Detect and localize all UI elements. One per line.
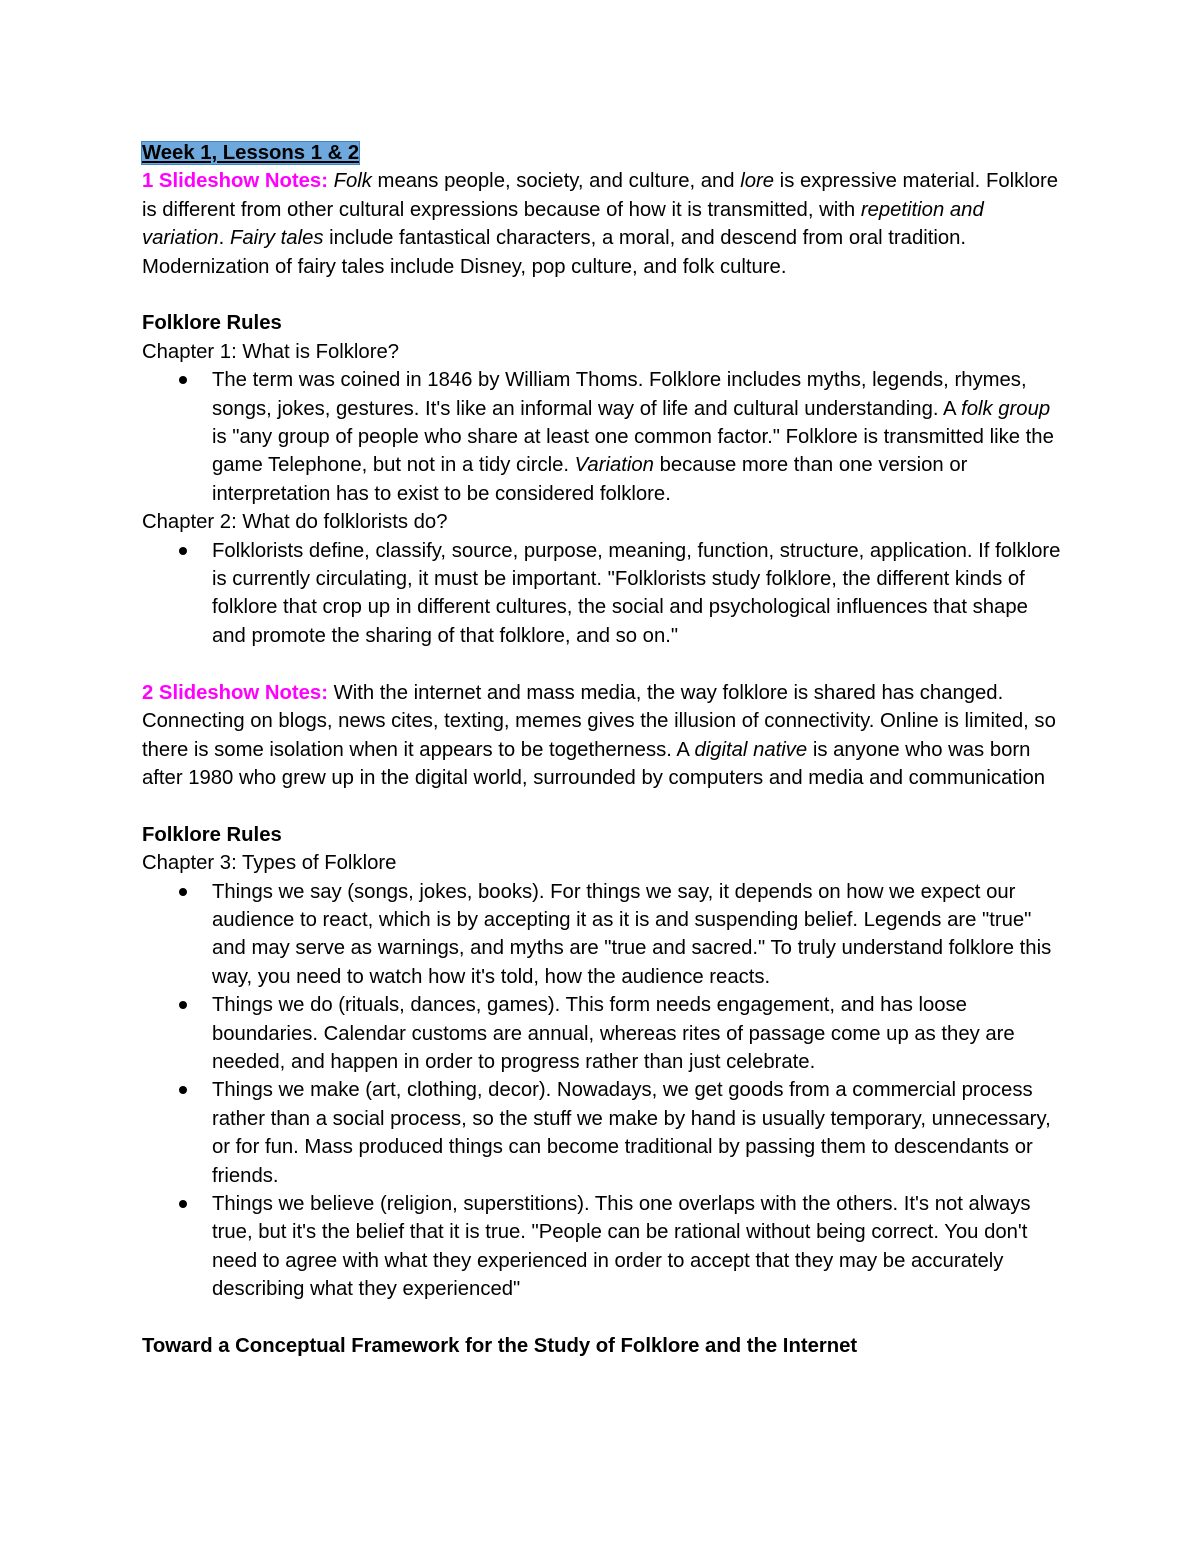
spacer: [142, 281, 1062, 309]
folklore-rules-heading-2: Folklore Rules: [142, 823, 282, 846]
italic-term: repetition and variation: [142, 198, 984, 250]
bullet-icon: [179, 888, 187, 896]
framework-heading: Toward a Conceptual Framework for the Study of Folklore and the Internet: [142, 1335, 858, 1357]
chapter-2-list: [142, 537, 1062, 651]
list-item: [142, 366, 1062, 508]
text-run: .: [218, 227, 230, 250]
text-run: Folklorists define, classify, source, purpose, meaning, function, structure, application. If folklore is currently circulating, it must be important. "Folklorists study folklore, the different kinds of folklore that crop up in different cultures, the social and psychological influences that shape and promote the sharing of that folklore, and so on.": [212, 539, 1061, 647]
text-run: means people, society, and culture, and: [371, 170, 741, 193]
list-item: [142, 991, 1062, 1076]
text-run: Things we do (rituals, dances, games). This form needs engagement, and has loose boundaries. Calendar customs are annual, whereas rites of passage come up as they are needed, and happen in order to progress rather than just celebrate.: [212, 994, 1015, 1073]
bullet-icon: [179, 547, 187, 555]
spacer: [142, 650, 1062, 678]
chapter-3-title: Chapter 3: Types of Folklore: [142, 852, 397, 875]
text-run: is expressive material. Folklore is different from other cultural expressions because of how it is transmitted, with: [142, 170, 1059, 221]
slideshow-notes-1: [142, 167, 1062, 281]
italic-term: Variation: [574, 454, 654, 477]
text-run: The term was coined in 1846 by William Thoms. Folklore includes myths, legends, rhymes, songs, jokes, gestures. It's like an informal way of life and cultural understanding. A: [212, 369, 1027, 420]
week-title: Week 1, Lessons 1 & 2: [142, 142, 360, 164]
slideshow-2-label: 2 Slideshow Notes:: [142, 681, 328, 704]
text-run: include fantastical characters, a moral, and descend from oral tradition. Modernization of fairy tales include Disney, pop culture, and folk culture.: [142, 227, 967, 278]
list-item: [142, 1076, 1062, 1190]
folklore-rules-heading-1: Folklore Rules: [142, 312, 282, 335]
spacer: [142, 792, 1062, 820]
week-heading: [142, 139, 1062, 167]
text-run: is anyone who was born after 1980 who grew up in the digital world, surrounded by computers and media and communication: [142, 738, 1046, 789]
chapter-3-list: [142, 878, 1062, 1304]
slideshow-1-label: 1 Slideshow Notes:: [142, 170, 328, 193]
text-run: Things we make (art, clothing, decor). Nowadays, we get goods from a commercial process rather than a social process, so the stuff we make by hand is usually temporary, unnecessary, or for fun. Mass produced things can become traditional by passing them to descendants or friends.: [212, 1079, 1051, 1187]
bullet-icon: [179, 376, 187, 384]
italic-term: digital native: [694, 738, 808, 761]
chapter-1-title: Chapter 1: What is Folklore?: [142, 340, 400, 363]
list-item: [142, 537, 1062, 651]
bullet-icon: [179, 1086, 187, 1094]
text-run: because more than one version or interpretation has to exist to be considered folklore.: [212, 454, 968, 505]
italic-term: folk group: [961, 397, 1051, 420]
list-item: [142, 878, 1062, 992]
slideshow-notes-2: [142, 679, 1062, 793]
list-item: [142, 1190, 1062, 1304]
chapter-1-list: [142, 366, 1062, 508]
italic-term: lore: [740, 170, 775, 193]
spacer: [142, 1304, 1062, 1332]
text-run: With the internet and mass media, the way folklore is shared has changed. Connecting on blogs, news cites, texting, memes gives the illusion of connectivity. Online is limited, so there is some isolation when it appears to be togetherness. A: [142, 681, 1056, 761]
text-run: Things we say (songs, jokes, books). For things we say, it depends on how we expect our audience to react, which is by accepting it as it is and suspending belief. Legends are "true" and may serve as warnings, and myths are "true and sacred." To truly understand folklore this way, you need to watch how it's told, how the audience reacts.: [212, 880, 1052, 988]
bullet-icon: [179, 1001, 187, 1009]
document-body: [142, 139, 1062, 1360]
text-run: is "any group of people who share at least one common factor." Folklore is transmitted like the game Telephone, but not in a tidy circle.: [212, 426, 1054, 477]
italic-term: Fairy tales: [229, 227, 324, 250]
bullet-icon: [179, 1200, 187, 1208]
text-run: Things we believe (religion, superstitions). This one overlaps with the others. It's not always true, but it's the belief that it is true. "People can be rational without being correct. You don't need to agree with what they experienced in order to accept that they may be accurately describing what they experienced": [212, 1192, 1031, 1301]
chapter-2-title: Chapter 2: What do folklorists do?: [142, 511, 448, 534]
italic-term: Folk: [333, 170, 372, 193]
